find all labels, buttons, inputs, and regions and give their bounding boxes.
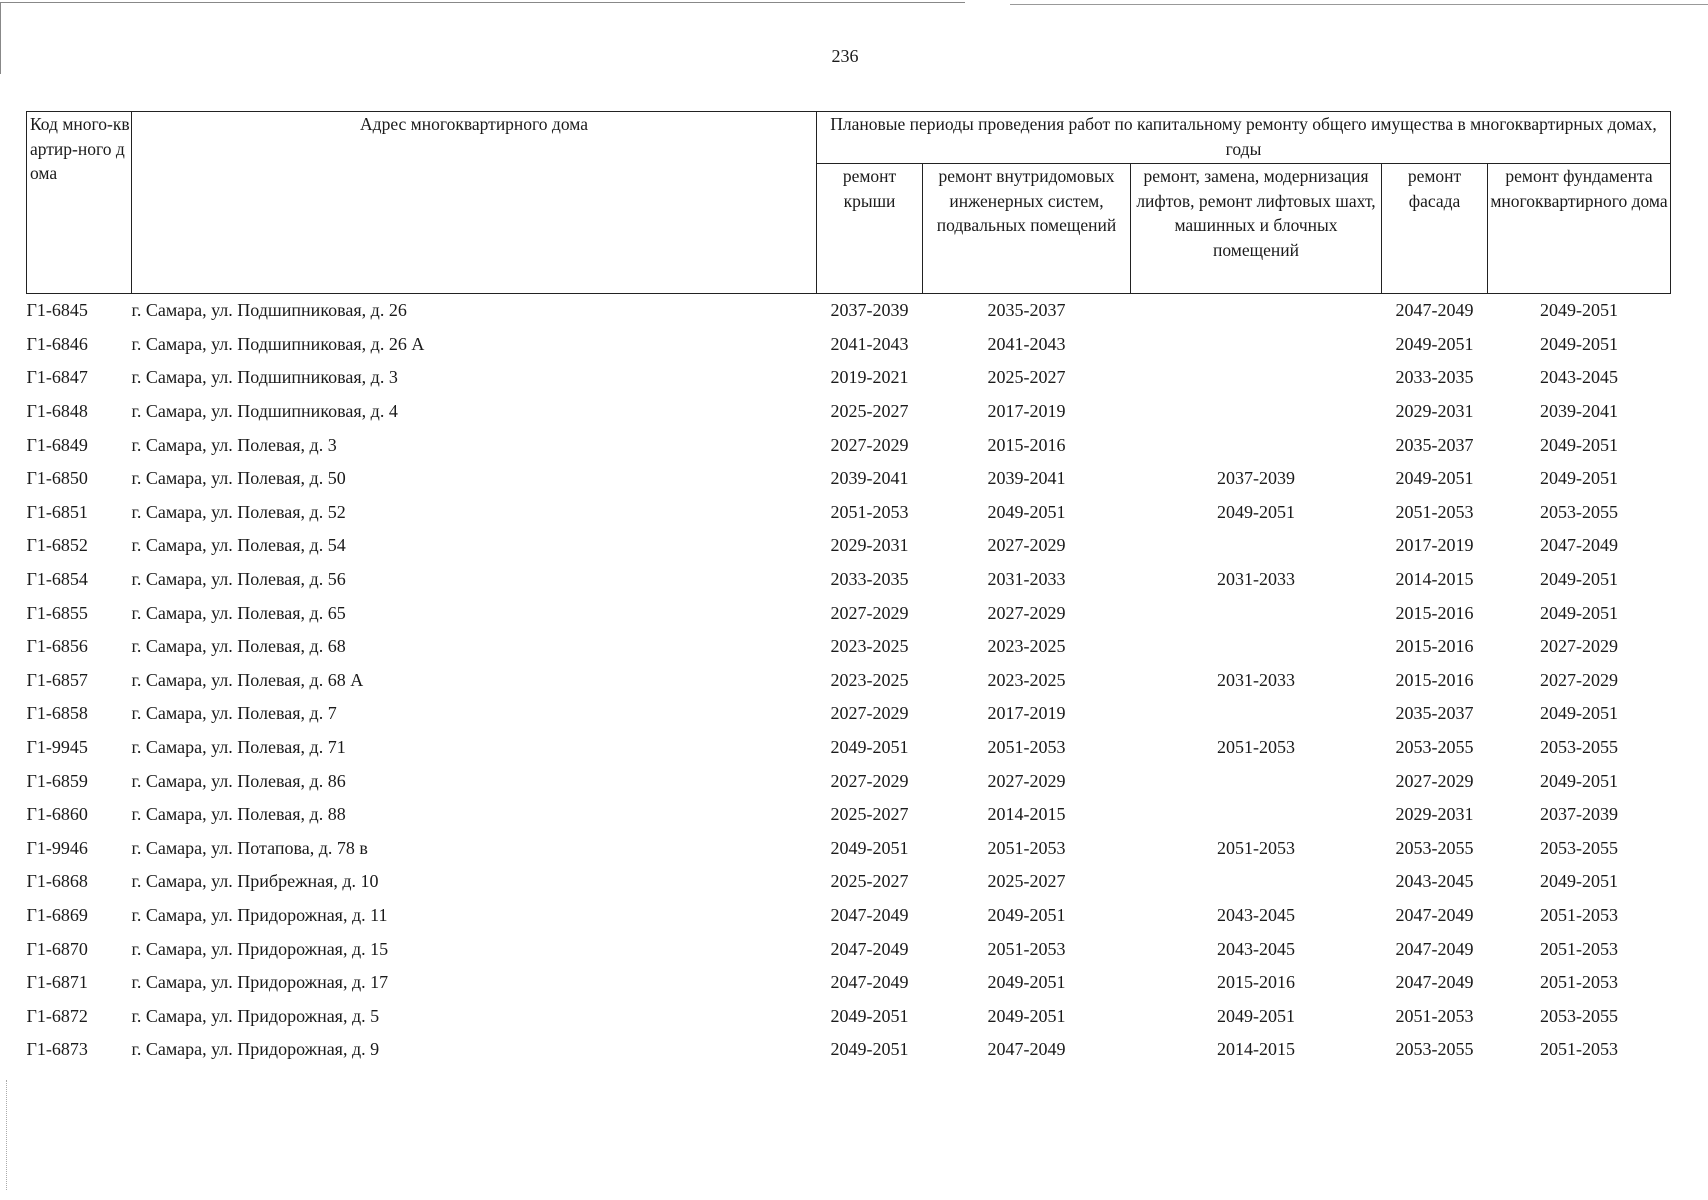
- cell-code: Г1-6845: [26, 300, 88, 321]
- cell-elevators: [1131, 630, 1382, 664]
- header-facade: ремонт фасада: [1382, 164, 1488, 294]
- cell-code: Г1-6849: [26, 434, 88, 455]
- cell-systems: 2031-2033: [987, 569, 1066, 590]
- cell-foundation: 2049-2051: [1540, 871, 1618, 892]
- table-row: [27, 731, 1671, 765]
- table-row: [27, 428, 1671, 462]
- cell-elevators: [1131, 798, 1382, 832]
- cell-elevators: 2037-2039: [1217, 468, 1295, 489]
- scan-border-top-right: [1010, 4, 1708, 5]
- cell-foundation: 2053-2055: [1540, 501, 1618, 522]
- cell-roof: 2029-2031: [830, 535, 909, 556]
- cell-systems: 2023-2025: [987, 636, 1066, 657]
- cell-address: г. Самара, ул. Полевая, д. 88: [131, 804, 346, 825]
- cell-address: г. Самара, ул. Подшипниковая, д. 26: [131, 300, 407, 321]
- cell-facade: 2015-2016: [1395, 602, 1474, 623]
- cell-elevators: 2051-2053: [1217, 837, 1295, 858]
- cell-roof: 2025-2027: [830, 871, 909, 892]
- cell-code: Г1-6856: [26, 636, 88, 657]
- cell-code: Г1-6851: [26, 501, 88, 522]
- cell-foundation: 2051-2053: [1540, 904, 1618, 925]
- cell-foundation: 2053-2055: [1540, 1005, 1618, 1026]
- cell-elevators: 2031-2033: [1217, 569, 1295, 590]
- cell-facade: 2017-2019: [1395, 535, 1474, 556]
- cell-roof: 2049-2051: [830, 837, 909, 858]
- cell-elevators: [1131, 764, 1382, 798]
- cell-elevators: [1131, 865, 1382, 899]
- cell-roof: 2019-2021: [830, 367, 909, 388]
- cell-address: г. Самара, ул. Полевая, д. 71: [131, 737, 346, 758]
- cell-code: Г1-6850: [26, 468, 88, 489]
- cell-address: г. Самара, ул. Прибрежная, д. 10: [131, 871, 379, 892]
- cell-foundation: 2053-2055: [1540, 737, 1618, 758]
- cell-roof: 2033-2035: [830, 569, 909, 590]
- table-row: [27, 361, 1671, 395]
- cell-elevators: 2031-2033: [1217, 669, 1295, 690]
- cell-roof: 2047-2049: [830, 972, 909, 993]
- table-row: [27, 664, 1671, 698]
- cell-code: Г1-6852: [26, 535, 88, 556]
- cell-address: г. Самара, ул. Полевая, д. 50: [131, 468, 346, 489]
- cell-facade: 2015-2016: [1395, 636, 1474, 657]
- cell-elevators: 2043-2045: [1217, 938, 1295, 959]
- cell-roof: 2027-2029: [830, 602, 909, 623]
- cell-foundation: 2037-2039: [1540, 804, 1618, 825]
- cell-systems: 2025-2027: [987, 871, 1066, 892]
- cell-code: Г1-6859: [26, 770, 88, 791]
- cell-foundation: 2049-2051: [1540, 602, 1618, 623]
- cell-foundation: 2051-2053: [1540, 1039, 1618, 1060]
- cell-address: г. Самара, ул. Полевая, д. 54: [131, 535, 346, 556]
- cell-address: г. Самара, ул. Придорожная, д. 9: [131, 1039, 380, 1060]
- cell-elevators: 2043-2045: [1217, 904, 1295, 925]
- cell-systems: 2049-2051: [987, 972, 1066, 993]
- table-row: [27, 764, 1671, 798]
- cell-address: г. Самара, ул. Потапова, д. 78 в: [131, 837, 368, 858]
- cell-address: г. Самара, ул. Придорожная, д. 11: [131, 904, 388, 925]
- cell-facade: 2053-2055: [1395, 737, 1474, 758]
- cell-elevators: [1131, 294, 1382, 328]
- cell-roof: 2049-2051: [830, 1005, 909, 1026]
- cell-systems: 2025-2027: [987, 367, 1066, 388]
- cell-facade: 2053-2055: [1395, 1039, 1474, 1060]
- table-row: [27, 496, 1671, 530]
- cell-code: Г1-6858: [26, 703, 88, 724]
- cell-code: Г1-6872: [26, 1005, 88, 1026]
- cell-foundation: 2049-2051: [1540, 333, 1618, 354]
- table-row: [27, 294, 1671, 328]
- cell-facade: 2047-2049: [1395, 972, 1474, 993]
- cell-facade: 2053-2055: [1395, 837, 1474, 858]
- cell-foundation: 2049-2051: [1540, 569, 1618, 590]
- cell-systems: 2047-2049: [987, 1039, 1066, 1060]
- cell-code: Г1-6848: [26, 401, 88, 422]
- cell-foundation: 2047-2049: [1540, 535, 1618, 556]
- table-row: [27, 832, 1671, 866]
- cell-address: г. Самара, ул. Подшипниковая, д. 26 А: [131, 333, 425, 354]
- cell-facade: 2049-2051: [1395, 333, 1474, 354]
- cell-elevators: 2015-2016: [1217, 972, 1295, 993]
- cell-systems: 2051-2053: [987, 837, 1066, 858]
- cell-facade: 2047-2049: [1395, 938, 1474, 959]
- header-code: Код много-квартир-ного дома: [27, 112, 132, 294]
- cell-foundation: 2051-2053: [1540, 938, 1618, 959]
- table-body: [27, 294, 1671, 1067]
- cell-systems: 2017-2019: [987, 703, 1066, 724]
- cell-address: г. Самара, ул. Подшипниковая, д. 3: [131, 367, 398, 388]
- cell-roof: 2025-2027: [830, 804, 909, 825]
- cell-elevators: 2014-2015: [1217, 1039, 1295, 1060]
- cell-systems: 2041-2043: [987, 333, 1066, 354]
- cell-facade: 2029-2031: [1395, 804, 1474, 825]
- cell-roof: 2047-2049: [830, 938, 909, 959]
- cell-elevators: 2049-2051: [1217, 1005, 1295, 1026]
- cell-facade: 2035-2037: [1395, 703, 1474, 724]
- cell-elevators: 2051-2053: [1217, 737, 1295, 758]
- header-periods-group: Плановые периоды проведения работ по капитальному ремонту общего имущества в многоквартирных домах, годы: [817, 112, 1671, 164]
- cell-roof: 2051-2053: [830, 501, 909, 522]
- table-row: [27, 462, 1671, 496]
- cell-facade: 2014-2015: [1395, 569, 1474, 590]
- table-row: [27, 529, 1671, 563]
- cell-code: Г1-6869: [26, 904, 88, 925]
- header-systems: ремонт внутридомовых инженерных систем, подвальных помещений: [923, 164, 1131, 294]
- cell-systems: 2035-2037: [987, 300, 1066, 321]
- cell-roof: 2041-2043: [830, 333, 909, 354]
- cell-systems: 2051-2053: [987, 737, 1066, 758]
- cell-roof: 2049-2051: [830, 1039, 909, 1060]
- cell-roof: 2039-2041: [830, 468, 909, 489]
- cell-roof: 2049-2051: [830, 737, 909, 758]
- cell-elevators: [1131, 697, 1382, 731]
- cell-facade: 2029-2031: [1395, 401, 1474, 422]
- cell-roof: 2023-2025: [830, 636, 909, 657]
- cell-address: г. Самара, ул. Полевая, д. 3: [131, 434, 337, 455]
- cell-foundation: 2043-2045: [1540, 367, 1618, 388]
- cell-code: Г1-6857: [26, 669, 88, 690]
- scan-border-top: [0, 2, 965, 3]
- cell-elevators: [1131, 395, 1382, 429]
- cell-elevators: [1131, 428, 1382, 462]
- cell-foundation: 2049-2051: [1540, 770, 1618, 791]
- cell-address: г. Самара, ул. Полевая, д. 7: [131, 703, 337, 724]
- cell-code: Г1-9946: [26, 837, 88, 858]
- cell-systems: 2027-2029: [987, 535, 1066, 556]
- cell-systems: 2017-2019: [987, 401, 1066, 422]
- cell-facade: 2047-2049: [1395, 300, 1474, 321]
- cell-roof: 2037-2039: [830, 300, 909, 321]
- scan-noise: [6, 1080, 11, 1190]
- cell-facade: 2051-2053: [1395, 501, 1474, 522]
- cell-code: Г1-6873: [26, 1039, 88, 1060]
- cell-address: г. Самара, ул. Придорожная, д. 17: [131, 972, 389, 993]
- cell-foundation: 2027-2029: [1540, 636, 1618, 657]
- cell-elevators: [1131, 328, 1382, 362]
- table-row: [27, 1033, 1671, 1067]
- cell-facade: 2051-2053: [1395, 1005, 1474, 1026]
- cell-address: г. Самара, ул. Полевая, д. 52: [131, 501, 346, 522]
- table-row: [27, 328, 1671, 362]
- cell-roof: 2025-2027: [830, 401, 909, 422]
- cell-systems: 2049-2051: [987, 501, 1066, 522]
- cell-code: Г1-6854: [26, 569, 88, 590]
- cell-address: г. Самара, ул. Полевая, д. 68 А: [131, 669, 364, 690]
- table-row: [27, 596, 1671, 630]
- cell-systems: 2027-2029: [987, 770, 1066, 791]
- cell-facade: 2049-2051: [1395, 468, 1474, 489]
- cell-elevators: [1131, 529, 1382, 563]
- table-row: [27, 899, 1671, 933]
- cell-address: г. Самара, ул. Полевая, д. 56: [131, 569, 346, 590]
- repair-schedule-table: [26, 111, 1671, 1067]
- cell-roof: 2047-2049: [830, 904, 909, 925]
- table-row: [27, 395, 1671, 429]
- cell-foundation: 2039-2041: [1540, 401, 1618, 422]
- cell-address: г. Самара, ул. Полевая, д. 65: [131, 602, 346, 623]
- cell-address: г. Самара, ул. Полевая, д. 86: [131, 770, 346, 791]
- table-row: [27, 932, 1671, 966]
- cell-code: Г1-6868: [26, 871, 88, 892]
- table-row: [27, 697, 1671, 731]
- cell-facade: 2027-2029: [1395, 770, 1474, 791]
- cell-systems: 2014-2015: [987, 804, 1066, 825]
- cell-elevators: [1131, 596, 1382, 630]
- cell-code: Г1-6855: [26, 602, 88, 623]
- table-row: [27, 966, 1671, 1000]
- table-row: [27, 999, 1671, 1033]
- cell-facade: 2043-2045: [1395, 871, 1474, 892]
- cell-address: г. Самара, ул. Придорожная, д. 5: [131, 1005, 380, 1026]
- header-elevators: ремонт, замена, модернизация лифтов, ремонт лифтовых шахт, машинных и блочных помещений: [1131, 164, 1382, 294]
- cell-code: Г1-6847: [26, 367, 88, 388]
- cell-foundation: 2049-2051: [1540, 703, 1618, 724]
- cell-address: г. Самара, ул. Подшипниковая, д. 4: [131, 401, 398, 422]
- cell-foundation: 2049-2051: [1540, 434, 1618, 455]
- cell-foundation: 2049-2051: [1540, 468, 1618, 489]
- cell-address: г. Самара, ул. Придорожная, д. 15: [131, 938, 389, 959]
- cell-elevators: 2049-2051: [1217, 501, 1295, 522]
- cell-facade: 2015-2016: [1395, 669, 1474, 690]
- cell-address: г. Самара, ул. Полевая, д. 68: [131, 636, 346, 657]
- cell-elevators: [1131, 361, 1382, 395]
- cell-roof: 2027-2029: [830, 703, 909, 724]
- cell-facade: 2047-2049: [1395, 904, 1474, 925]
- cell-foundation: 2051-2053: [1540, 972, 1618, 993]
- cell-code: Г1-6860: [26, 804, 88, 825]
- scan-border-left: [0, 2, 1, 74]
- table-header: [27, 112, 1671, 294]
- table-row: [27, 865, 1671, 899]
- cell-facade: 2033-2035: [1395, 367, 1474, 388]
- cell-foundation: 2049-2051: [1540, 300, 1618, 321]
- header-address: Адрес многоквартирного дома: [132, 112, 817, 294]
- cell-foundation: 2053-2055: [1540, 837, 1618, 858]
- cell-systems: 2039-2041: [987, 468, 1066, 489]
- cell-systems: 2015-2016: [987, 434, 1066, 455]
- header-roof: ремонт крыши: [817, 164, 923, 294]
- cell-roof: 2023-2025: [830, 669, 909, 690]
- page-number: 236: [831, 46, 859, 66]
- table-row: [27, 563, 1671, 597]
- cell-code: Г1-6846: [26, 333, 88, 354]
- cell-systems: 2049-2051: [987, 1005, 1066, 1026]
- cell-code: Г1-9945: [26, 737, 88, 758]
- cell-roof: 2027-2029: [830, 434, 909, 455]
- cell-code: Г1-6871: [26, 972, 88, 993]
- header-foundation: ремонт фундамента многоквартирного дома: [1488, 164, 1671, 294]
- table-row: [27, 630, 1671, 664]
- cell-systems: 2023-2025: [987, 669, 1066, 690]
- cell-systems: 2049-2051: [987, 904, 1066, 925]
- cell-facade: 2035-2037: [1395, 434, 1474, 455]
- cell-systems: 2051-2053: [987, 938, 1066, 959]
- cell-code: Г1-6870: [26, 938, 88, 959]
- cell-roof: 2027-2029: [830, 770, 909, 791]
- cell-foundation: 2027-2029: [1540, 669, 1618, 690]
- cell-systems: 2027-2029: [987, 602, 1066, 623]
- table-row: [27, 798, 1671, 832]
